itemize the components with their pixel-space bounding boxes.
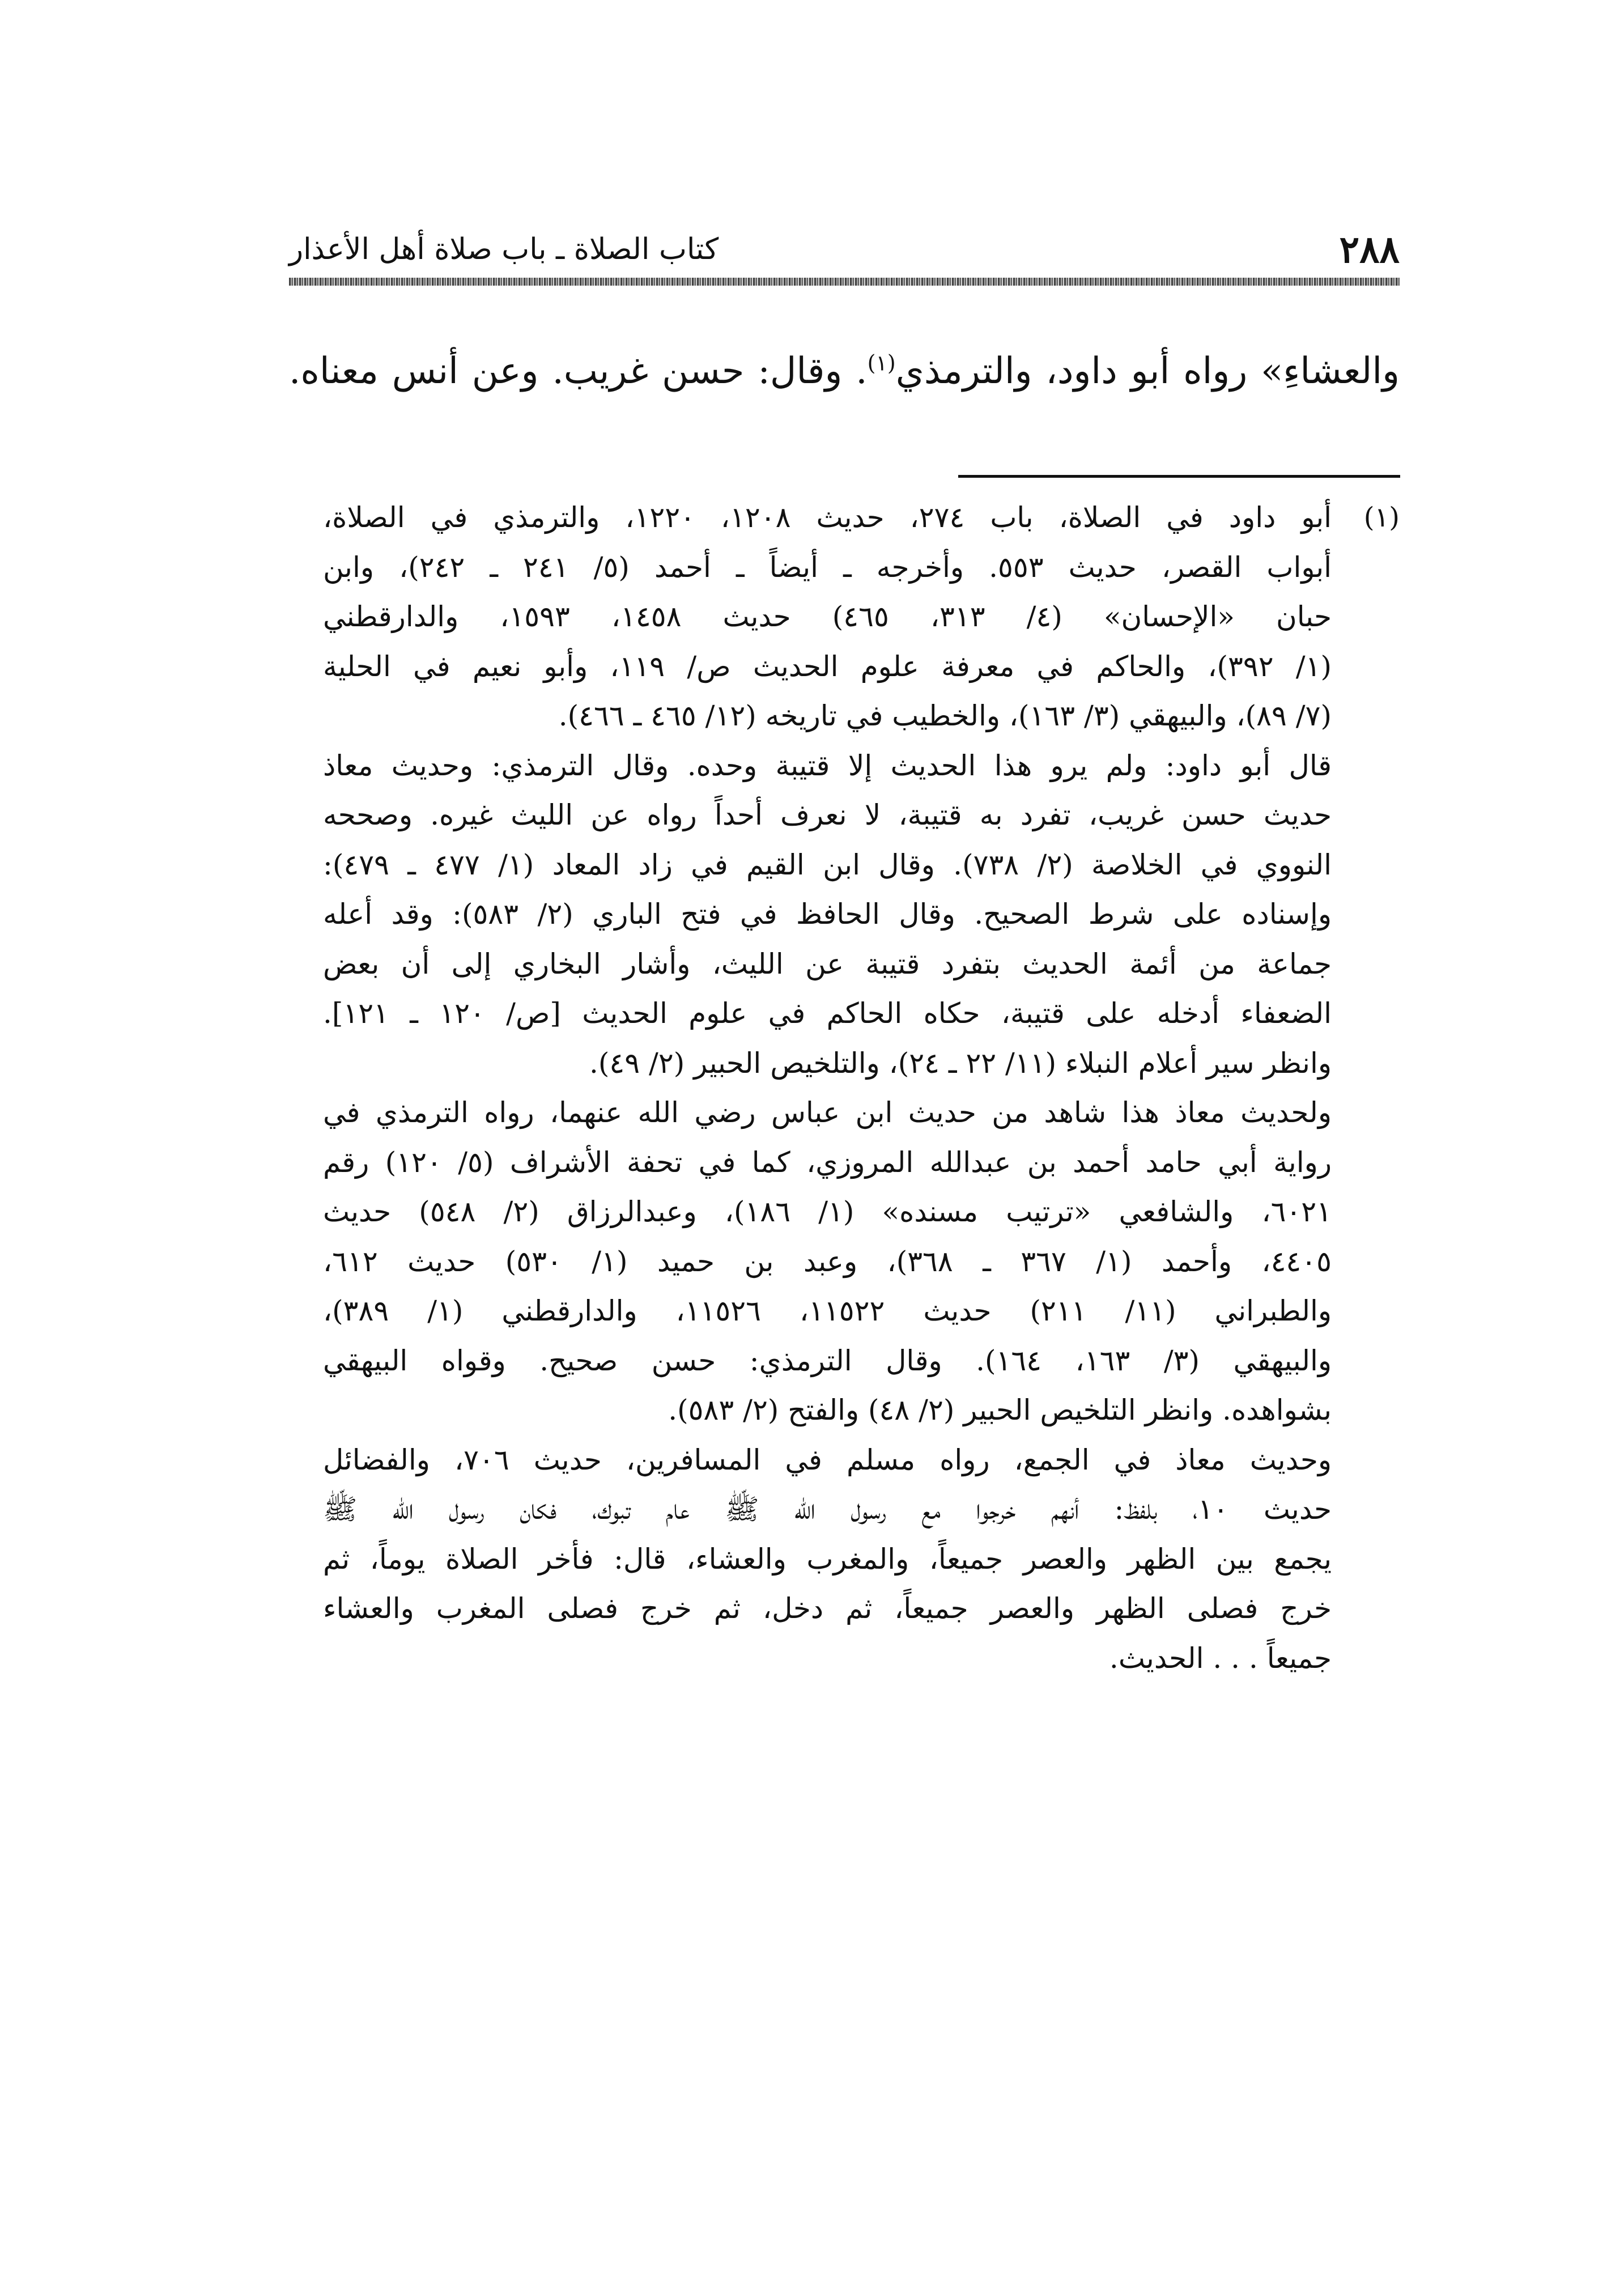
- footnote-line: (١/ ٣٩٢)، والحاكم في معرفة علوم الحديث ص/ ١١٩، وأبو نعيم في الحلية: [323, 649, 1332, 683]
- page-header: [289, 227, 1400, 272]
- footnote-line: (٧/ ٨٩)، والبيهقي (٣/ ١٦٣)، والخطيب في تاريخه (١٢/ ٤٦٥ ـ ٤٦٦).: [558, 699, 1332, 732]
- header-rule: [289, 278, 1400, 286]
- footnote-line: جميعاً . . . الحديث.: [1109, 1641, 1332, 1675]
- footnote-line: أبواب القصر، حديث ٥٥٣. وأخرجه ـ أيضاً ـ أحمد (٥/ ٢٤١ ـ ٢٤٢)، وابن: [323, 550, 1332, 584]
- main-text: [289, 340, 1400, 402]
- footnote-line: وحديث معاذ في الجمع، رواه مسلم في المسافرين، حديث ٧٠٦، والفضائل: [323, 1443, 1332, 1476]
- footnote-line: حبان «الإحسان» (٤/ ٣١٣، ٤٦٥) حديث ١٤٥٨، ١٥٩٣، والدارقطني: [323, 600, 1332, 633]
- footnote-line: النووي في الخلاصة (٢/ ٧٣٨). وقال ابن القيم في زاد المعاد (١/ ٤٧٧ ـ ٤٧٩):: [323, 848, 1332, 881]
- footnote-reference: (١): [867, 350, 896, 376]
- footnote-line: ولحديث معاذ هذا شاهد من حديث ابن عباس رضي الله عنهما، رواه الترمذي في: [323, 1096, 1332, 1129]
- main-text-before-marker: والعشاءِ» رواه أبو داود، والترمذي: [895, 350, 1400, 392]
- footnote-line: أبو داود في الصلاة، باب ٢٧٤، حديث ١٢٠٨، ١٢٢٠، والترمذي في الصلاة،: [323, 501, 1332, 534]
- footnote-line: جماعة من أئمة الحديث بتفرد قتيبة عن الليث، وأشار البخاري إلى أن بعض: [323, 947, 1332, 980]
- footnote-line: حديث حسن غريب، تفرد به قتيبة، لا نعرف أحداً رواه عن الليث غيره. وصححه: [323, 799, 1332, 831]
- footnote-line: ٦٠٢١، والشافعي «ترتيب مسنده» (١/ ١٨٦)، وعبدالرزاق (٢/ ٥٤٨) حديث: [323, 1195, 1332, 1228]
- footnote-line: خرج فصلى الظهر والعصر جميعاً، ثم دخل، ثم خرج فصلى المغرب والعشاء: [323, 1592, 1332, 1625]
- footnote-body: [323, 493, 1332, 1683]
- footnote-line: رواية أبي حامد أحمد بن عبدالله المروزي، كما في تحفة الأشراف (٥/ ١٢٠) رقم: [323, 1145, 1332, 1179]
- main-text-after-marker: . وقال: حسن غريب. وعن أنس معناه.: [289, 350, 868, 392]
- footnote-line: وانظر سير أعلام النبلاء (١١/ ٢٢ ـ ٢٤)، والتلخيص الحبير (٢/ ٤٩).: [589, 1046, 1332, 1080]
- footnote-separator: [958, 475, 1400, 478]
- footnote-line: والبيهقي (٣/ ١٦٣، ١٦٤). وقال الترمذي: حسن صحيح. وقواه البيهقي: [323, 1344, 1332, 1377]
- footnote-line: يجمع بين الظهر والعصر جميعاً، والمغرب والعشاء، قال: فأخر الصلاة يوماً، ثم: [323, 1542, 1332, 1576]
- footnote-marker: (١): [1363, 502, 1400, 533]
- page-number: ٢٨٨: [1339, 227, 1400, 271]
- footnote-line: وإسناده على شرط الصحيح. وقال الحافظ في فتح الباري (٢/ ٥٨٣): وقد أعله: [323, 898, 1332, 931]
- footnote-line: بشواهده. وانظر التلخيص الحبير (٢/ ٤٨) والفتح (٢/ ٥٨٣).: [668, 1394, 1332, 1426]
- footnote-line: حديث ١٠، بلفظ: أنهم خرجوا مع رسول الله ﷺ عام تبوك، فكان رسول الله ﷺ: [323, 1493, 1332, 1526]
- footnote-line: والطبراني (١١/ ٢١١) حديث ١١٥٢٢، ١١٥٢٦، والدارقطني (١/ ٣٨٩)،: [323, 1294, 1332, 1327]
- running-title: كتاب الصلاة ـ باب صلاة أهل الأعذار: [289, 232, 719, 266]
- footnote-line: ٤٤٠٥، وأحمد (١/ ٣٦٧ ـ ٣٦٨)، وعبد بن حميد (١/ ٥٣٠) حديث ٦١٢،: [323, 1245, 1332, 1278]
- footnote-line: قال أبو داود: ولم يرو هذا الحديث إلا قتيبة وحده. وقال الترمذي: وحديث معاذ: [323, 749, 1332, 782]
- footnote-line: الضعفاء أدخله على قتيبة، حكاه الحاكم في علوم الحديث [ص/ ١٢٠ ـ ١٢١].: [323, 997, 1332, 1030]
